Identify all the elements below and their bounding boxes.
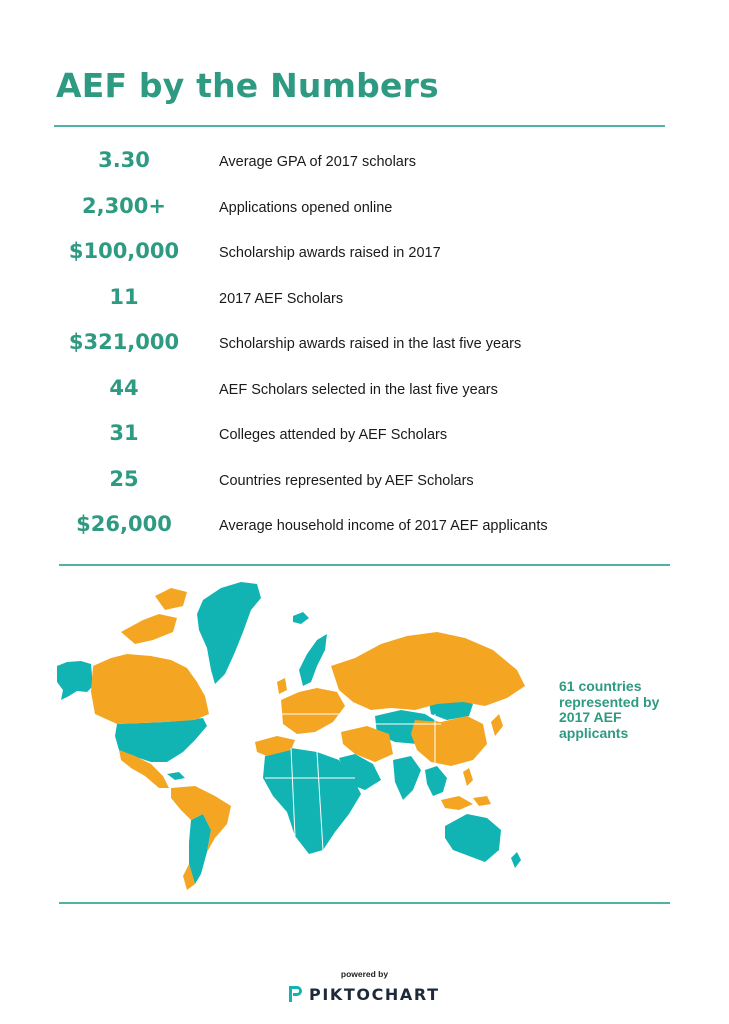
map-new-zealand bbox=[511, 852, 521, 868]
map-alaska bbox=[57, 661, 93, 700]
map-greenland bbox=[197, 582, 261, 684]
stat-label: 2017 AEF Scholars bbox=[219, 290, 344, 307]
stat-label: Average household income of 2017 AEF applicants bbox=[219, 518, 548, 534]
page-title: AEF by the Numbers bbox=[56, 66, 439, 105]
stat-label: AEF Scholars selected in the last five years bbox=[219, 381, 498, 398]
stat-row bbox=[0, 322, 729, 368]
map-scandinavia bbox=[299, 634, 327, 686]
piktochart-brand[interactable] bbox=[287, 983, 440, 1005]
map-russia bbox=[331, 632, 525, 710]
piktochart-logo-icon bbox=[287, 984, 303, 1004]
stat-value: 31 bbox=[109, 421, 139, 445]
stat-value: $100,000 bbox=[68, 239, 180, 263]
stat-label: Scholarship awards raised in 2017 bbox=[219, 245, 441, 261]
map-uk bbox=[277, 678, 287, 694]
map-caribbean bbox=[167, 772, 185, 780]
stat-row bbox=[0, 413, 729, 459]
stat-row bbox=[0, 504, 729, 550]
stat-value: 2,300+ bbox=[81, 193, 167, 218]
stat-row bbox=[0, 140, 729, 186]
map-indonesia bbox=[441, 796, 473, 810]
stat-label: Scholarship awards raised in the last five years bbox=[219, 336, 522, 352]
map-arctic-islands bbox=[121, 614, 177, 644]
map-japan bbox=[491, 714, 503, 736]
stat-row bbox=[0, 277, 729, 323]
stat-label: Average GPA of 2017 scholars bbox=[219, 154, 416, 170]
stat-value: $321,000 bbox=[68, 330, 180, 354]
stat-value: 11 bbox=[109, 284, 139, 309]
divider-top bbox=[54, 125, 665, 127]
map-australia bbox=[445, 814, 501, 862]
stat-value: 44 bbox=[109, 375, 139, 400]
map-png bbox=[473, 796, 491, 806]
stat-label: Applications opened online bbox=[219, 199, 393, 216]
map-arctic-islands-east bbox=[155, 588, 187, 610]
stat-label: Countries represented by AEF Scholars bbox=[219, 472, 474, 489]
stats-list bbox=[0, 140, 729, 550]
map-note: 61 countries represented by 2017 AEF applicants bbox=[559, 678, 660, 741]
stat-row bbox=[0, 231, 729, 277]
stat-value: $26,000 bbox=[76, 512, 172, 536]
stat-row bbox=[0, 186, 729, 232]
stat-label: Colleges attended by AEF Scholars bbox=[219, 427, 448, 443]
divider-bottom bbox=[59, 902, 670, 904]
map-iceland bbox=[293, 612, 309, 624]
divider-middle bbox=[59, 564, 670, 566]
powered-by-label: powered by bbox=[340, 969, 389, 979]
stat-value: 25 bbox=[109, 466, 139, 491]
map-europe bbox=[281, 688, 345, 734]
map-philippines bbox=[463, 768, 473, 786]
stat-value: 3.30 bbox=[98, 148, 150, 172]
stat-row bbox=[0, 368, 729, 414]
map-se-asia bbox=[425, 766, 447, 796]
map-india bbox=[393, 756, 421, 800]
stat-row bbox=[0, 459, 729, 505]
piktochart-name: PIKTOCHART bbox=[309, 984, 440, 1004]
world-map bbox=[55, 574, 545, 892]
map-canada bbox=[91, 654, 209, 724]
